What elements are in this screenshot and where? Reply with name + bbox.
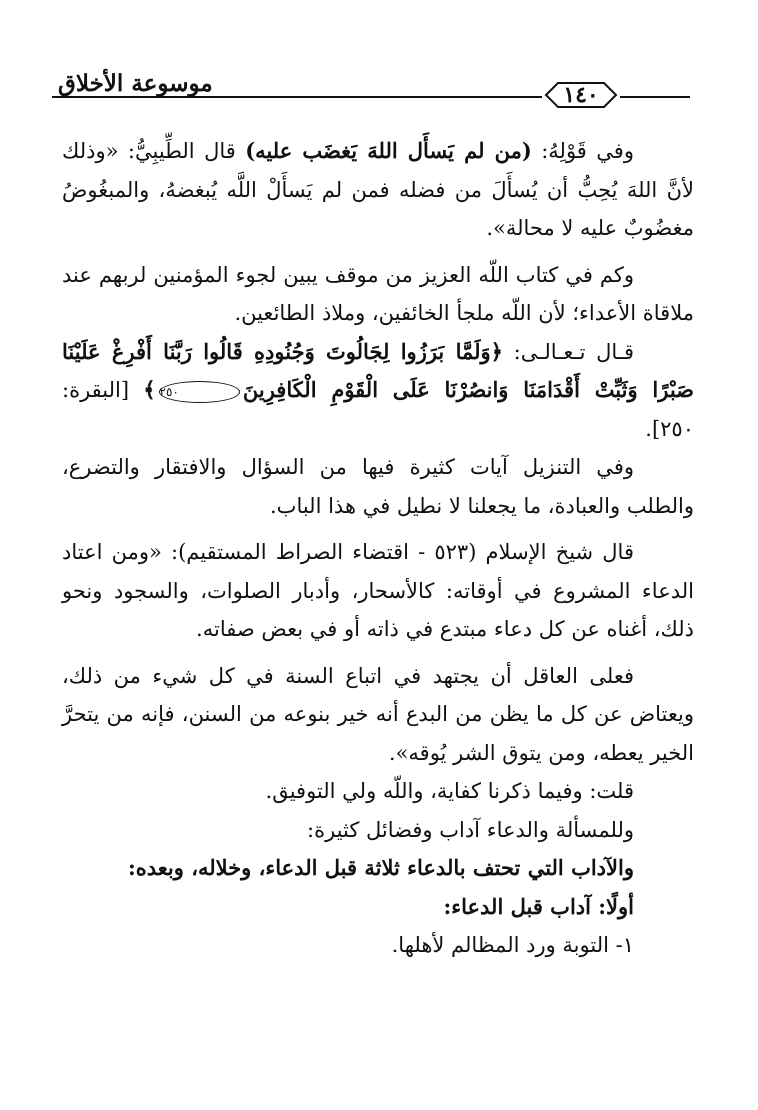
hadith-quote: (من لم يَسأَل اللهَ يَغضَب عليه) xyxy=(245,138,532,163)
paragraph-sunnah: فعلى العاقل أن يجتهد في اتباع السنة في كل شيء من ذلك، ويعتاض عن كل ما يظن من البدع أنه خير بنوعه من السنن، فإنه من يتحرَّ الخير يعطه، ومن يتوق الشر يُوقه». xyxy=(62,663,694,765)
list-item-tawbah: ١- التوبة ورد المظالم لأهلها. xyxy=(391,933,634,957)
paragraph-tayyibi xyxy=(62,132,694,248)
paragraph-shaykh-islam: قال شيخ الإسلام (٥٢٣ - اقتضاء الصراط المستقيم): «ومن اعتاد الدعاء المشروع في أوقاته: كالأسحار، وأدبار الصلوات، والسجود ونحو ذلك، أغناه عن كل دعاء مبتدع في ذاته أو في بعض صفاته. xyxy=(62,540,694,641)
paragraph-tanzil: وفي التنزيل آيات كثيرة فيها من السؤال والافتقار والتضرع، والطلب والعبادة، ما يجعلنا لا نطيل في هذا الباب. xyxy=(62,455,694,518)
surah-reference: [البقرة: ٢٥٠]. xyxy=(62,378,694,441)
text: قـال تـعـالـى: xyxy=(502,339,634,364)
quran-close-bracket: ﴾ xyxy=(143,377,156,402)
book-title: موسوعة الأخلاق xyxy=(58,70,213,97)
header-rule-right xyxy=(620,96,690,98)
paragraph-qultu: قلت: وفيما ذكرنا كفاية، واللّه ولي التوفيق. xyxy=(265,779,634,803)
paragraph-ayah xyxy=(62,333,694,449)
page-header xyxy=(0,60,758,120)
text: قال الطِّيبِيُّ: «وذلك لأنَّ اللهَ يُحِبُّ أن يُسأَلَ من فضله فمن لم يَسأَلْ اللَّه يُبغضهُ، والمبغُوضُ مغضُوبٌ عليه لا محالة». xyxy=(62,139,694,240)
ayah-number-marker: ٢٥٠ xyxy=(159,381,240,403)
page-number: ١٤٠ xyxy=(563,82,599,108)
paragraph-quran-intro: وكم في كتاب اللّه العزيز من موقف يبين لجوء المؤمنين لربهم عند ملاقاة الأعداء؛ لأن اللّه ملجأ الخائفين، وملاذ الطائعين. xyxy=(62,262,694,325)
section-heading-before-dua: أولًا: آداب قبل الدعاء: xyxy=(443,893,634,919)
page-body xyxy=(62,132,694,965)
paragraph-adab-intro: وللمسألة والدعاء آداب وفضائل كثيرة: xyxy=(307,817,634,842)
text: وفي قَوْلِهُ: xyxy=(531,139,634,163)
paragraph-adab-heading: والآداب التي تحتف بالدعاء ثلاثة قبل الدعاء، وخلاله، وبعده: xyxy=(128,855,634,880)
page-number-frame xyxy=(542,80,620,110)
quran-verse: ﴿وَلَمَّا بَرَزُوا لِجَالُوتَ وَجُنُودِهِ قَالُوا رَبَّنَا أَفْرِغْ عَلَيْنَا صَبْرًا وَثَبِّتْ أَقْدَامَنَا وَانصُرْنَا عَلَى الْقَوْمِ الْكَافِرِينَ xyxy=(62,338,694,402)
